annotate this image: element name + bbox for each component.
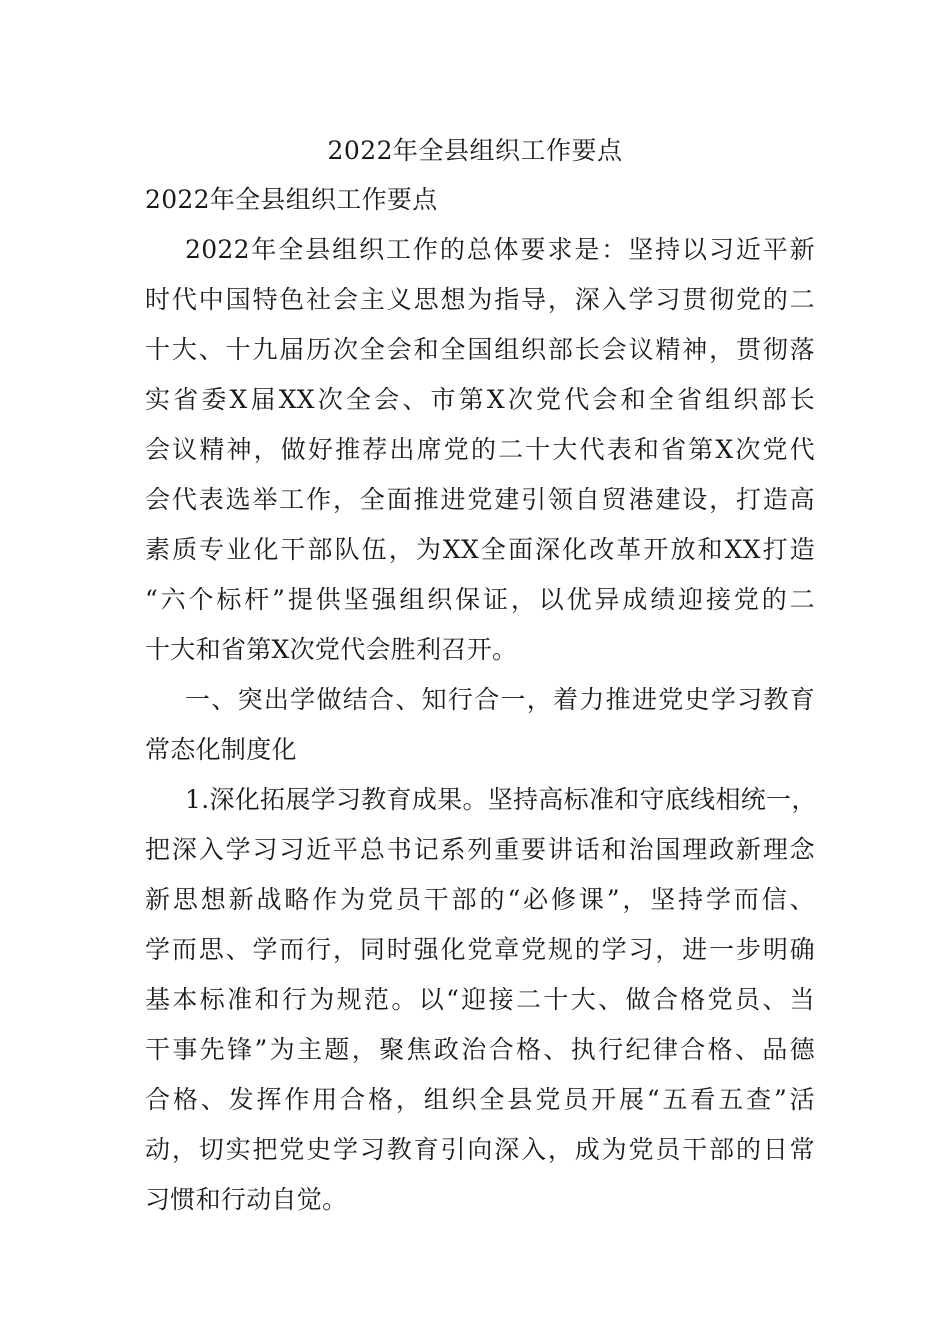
paragraph-line: 合格、发挥作用合格，组织全县党员开展“五看五查”活 xyxy=(145,1085,815,1114)
paragraph-line: 基本标准和行为规范。以“迎接二十大、做合格党员、当 xyxy=(145,985,815,1014)
paragraph-line: 2022年全县组织工作的总体要求是：坚持以习近平新 xyxy=(185,235,815,264)
paragraph-line: 时代中国特色社会主义思想为指导，深入学习贯彻党的二 xyxy=(145,285,815,314)
paragraph-line: 习惯和行动自觉。 xyxy=(145,1185,348,1214)
item-1-paragraph xyxy=(145,775,815,1225)
paragraph-line: 素质专业化干部队伍，为XX全面深化改革开放和XX打造 xyxy=(145,535,815,564)
heading-line: 常态化制度化 xyxy=(145,735,297,764)
paragraph-line: “六个标杆”提供坚强组织保证，以优异成绩迎接党的二 xyxy=(145,585,815,614)
paragraph-line: 动，切实把党史学习教育引向深入，成为党员干部的日常 xyxy=(145,1135,815,1164)
section-1-heading xyxy=(145,675,815,775)
paragraph-general-requirements xyxy=(145,225,815,675)
paragraph-line: 会议精神，做好推荐出席党的二十大代表和省第X次党代 xyxy=(145,435,815,464)
subtitle-line: 2022年全县组织工作要点 xyxy=(145,185,438,214)
document-subtitle xyxy=(145,175,815,225)
paragraph-line: 会代表选举工作，全面推进党建引领自贸港建设，打造高 xyxy=(145,485,815,514)
paragraph-line: 十大和省第X次党代会胜利召开。 xyxy=(145,635,518,664)
paragraph-line: 干事先锋”为主题，聚焦政治合格、执行纪律合格、品德 xyxy=(145,1035,815,1064)
paragraph-line: 学而思、学而行，同时强化党章党规的学习，进一步明确 xyxy=(145,935,815,964)
paragraph-line: 新思想新战略作为党员干部的“必修课”，坚持学而信、 xyxy=(145,885,815,914)
document-title: 2022年全县组织工作要点 xyxy=(327,136,623,165)
paragraph-line: 十大、十九届历次全会和全国组织部长会议精神，贯彻落 xyxy=(145,335,815,364)
heading-line: 一、突出学做结合、知行合一，着力推进党史学习教育 xyxy=(185,685,815,714)
paragraph-line: 1.深化拓展学习教育成果。坚持高标准和守底线相统一， xyxy=(185,785,817,814)
paragraph-line: 实省委X届XX次全会、市第X次党代会和全省组织部长 xyxy=(145,385,815,414)
paragraph-line: 把深入学习习近平总书记系列重要讲话和治国理政新理念 xyxy=(145,835,815,864)
